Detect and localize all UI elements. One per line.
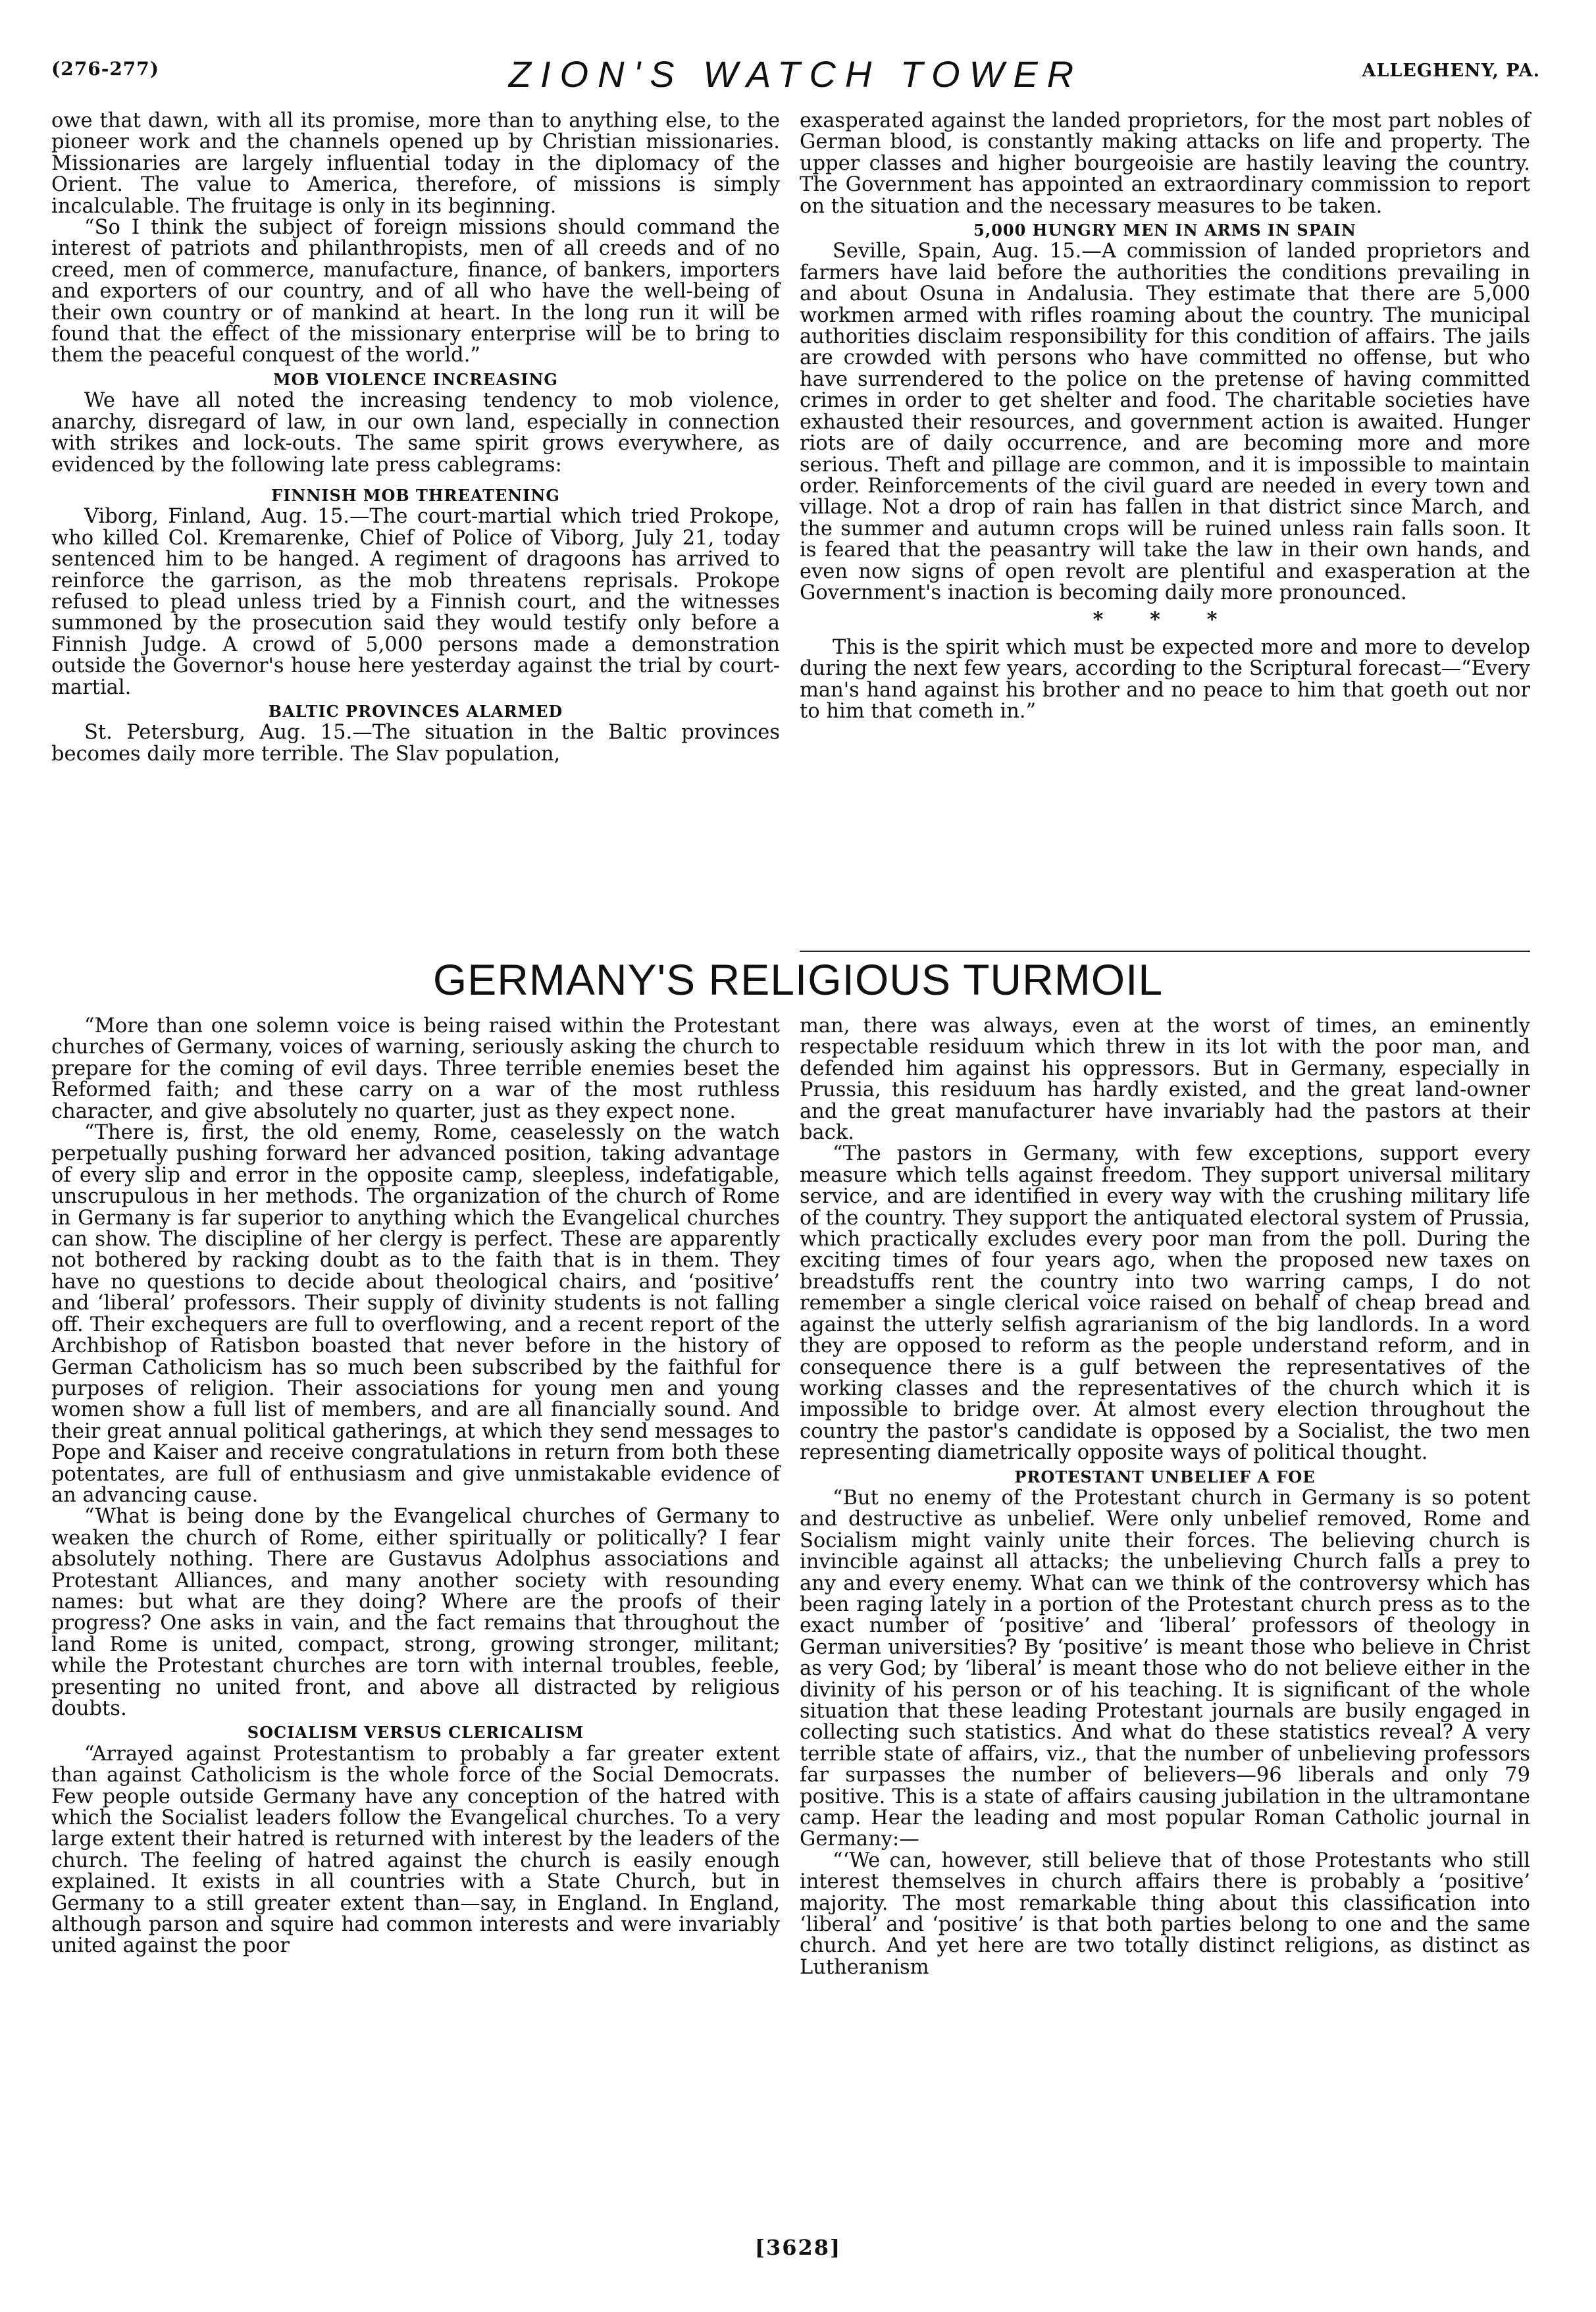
paragraph: “‘We can, however, still believe that of those Protestants who still interest themselves in church affairs there is probably a ‘positive’ majority. The most remarkable thing about this classification into ‘liberal’ and ‘positive’ is that both parties belong to one and the same church. And yet here are two totally distinct religions, as distinct as Lutheranism [800, 1849, 1530, 1979]
paragraph: “The pastors in Germany, with few exceptions, support every measure which tells against freedom. They support universal military service, and are identified in every way with the crushing military life of the country. They support the antiquated electoral system of Prussia, which practically excludes every poor man from the poll. During the exciting times of four years ago, when the proposed new taxes on breadstuffs rent the country into two warring camps, I do not remember a single clerical voice raised on behalf of cheap bread and against the utterly selfish agrarianism of the big landlords. In a word they are opposed to reform as the people understand reform, and in consequence there is a gulf between the representatives of the working classes and the representatives of the church which it is impossible to bridge over. At almost every election throughout the country the pastor's candidate is opposed by a Socialist, the two men representing diametrically opposite ways of political thought. [800, 1142, 1530, 1465]
section-heading: PROTESTANT UNBELIEF A FOE [1014, 1467, 1316, 1486]
publication-place: ALLEGHENY, PA. [1362, 61, 1540, 81]
paragraph: We have all noted the increasing tendency to mob violence, anarchy, disregard of law, in our own land, especially in connection with strikes and lock-outs. The same spirit grows everywhere, as evidenced by the following late press cablegrams: [51, 389, 780, 477]
paragraph: “So I think the subject of foreign missions should command the interest of patriots and philanthropists, men of all creeds and of no creed, men of commerce, manufacture, finance, of bankers, importers and exporters of our country, and of all who have the well-being of their own country or of mankind at heart. In the long run it will be found that the effect of the missionary enterprise will be to bring to them the peaceful conquest of the world.” [51, 216, 780, 367]
paragraph: “More than one solemn voice is being raised within the Protestant churches of Germany, voices of warning, seriously asking the church to prepare for the coming of evil days. Three terrible enemies beset the Reformed faith; and these carry on a war of the most ruthless character, and give absolutely no quarter, just as they expect none. [51, 1014, 780, 1123]
article-right-column [800, 1016, 1530, 1978]
paragraph: “There is, first, the old enemy, Rome, ceaselessly on the watch perpetually pushing forward her advanced position, taking advantage of every slip and error in the opposite camp, sleepless, indefatigable, unscrupulous in her methods. The organization of the church of Rome in Germany is far superior to anything which the Evangelical churches can show. The discipline of her clergy is perfect. These are apparently not bothered by racking doubt as to the faith that is in them. They have no questions to decide about theological chairs, and ‘positive’ and ‘liberal’ professors. Their supply of divinity students is not falling off. Their exchequers are full to overflowing, and a recent report of the Archbishop of Ratisbon boasted that never before in the history of German Catholicism has so much been subscribed by the faithful for purposes of religion. Their associations for young men and young women show a full list of members, and are all financially sound. And their great annual political gatherings, at which they send messages to Pope and Kaiser and receive congratulations in return from both these potentates, are full of enthusiasm and give unmistakable evidence of an advancing cause. [51, 1121, 780, 1507]
section-heading: SOCIALISM VERSUS CLERICALISM [247, 1723, 584, 1743]
paragraph: Seville, Spain, Aug. 15.—A commission of landed proprietors and farmers have laid before the authorities the conditions prevailing in and about Osuna in Andalusia. They estimate that there are 5,000 workmen armed with rifles roaming about the country. The municipal authorities disclaim responsibility for this condition of affairs. The jails are crowded with persons who have committed no offense, but who have surrendered to the police on the pretense of having committed crimes in order to get shelter and food. The charitable societies have exhausted their resources, and government action is awaited. Hunger riots are of daily occurrence, and are becoming more and more serious. Theft and pillage are common, and it is impossible to maintain order. Reinforcements of the civil guard are needed in every town and village. Not a drop of rain has fallen in that district since March, and the summer and autumn crops will be ruined unless rain falls soon. It is feared that the peasantry will take the law in their own hands, and even now signs of open revolt are plentiful and exasperation at the Government's inaction is becoming daily more pronounced. [800, 240, 1530, 604]
section-separator: * * * [1093, 608, 1237, 632]
paragraph: owe that dawn, with all its promise, more than to anything else, to the pioneer work and the channels opened up by Christian missionaries. Missionaries are largely influential today in the diplomacy of the Orient. The value to America, therefore, of missions is simply incalculable. The fruitage is only in its beginning. [51, 109, 780, 218]
article-title: GERMANY'S RELIGIOUS TURMOIL [432, 955, 1164, 1004]
section-heading: BALTIC PROVINCES ALARMED [268, 701, 563, 721]
running-head [51, 53, 1540, 99]
article-left-column [51, 1016, 780, 1957]
paragraph: “But no enemy of the Protestant church in Germany is so potent and destructive as unbelief. Were only unbelief removed, Rome and Socialism might vainly unite their forces. The believing church is invincible against all attacks; the unbelieving Church falls a prey to any and every enemy. What can we think of the controversy which has been raging lately in a portion of the Protestant church press as to the exact number of ‘positive’ and ‘liberal’ professors of theology in German universities? By ‘positive’ is meant those who believe in Christ as very God; by ‘liberal’ is meant those who do not believe either in the divinity of his person or of his teaching. It is significant of the whole situation that these leading Protestant journals are busily engaged in collecting such statistics. And what do these statistics reveal? A very terrible state of affairs, viz., that the number of unbelieving professors far surpasses the number of believers—96 liberals and only 79 positive. This is a state of affairs causing jubilation in the ultramontane camp. Hear the leading and most popular Roman Catholic journal in Germany:— [800, 1486, 1530, 1851]
paragraph: man, there was always, even at the worst of times, an eminently respectable residuum which threw in its lot with the poor man, and defended him against his oppressors. But in Germany, especially in Prussia, this residuum has hardly existed, and the great land-owner and the great manufacturer have invariably had the pastors at their back. [800, 1014, 1530, 1145]
upper-left-column [51, 111, 780, 765]
section-heading: 5,000 HUNGRY MEN IN ARMS IN SPAIN [973, 221, 1356, 240]
paragraph: This is the spirit which must be expected more and more to develop during the next few years, according to the Scriptural forecast—“Every man's hand against his brother and no peace to him that goeth out nor to him that cometh in.” [800, 635, 1530, 723]
page-reference: (276-277) [51, 58, 160, 80]
paragraph: St. Petersburg, Aug. 15.—The situation in the Baltic provinces becomes daily more terrible. The Slav population, [51, 721, 780, 766]
section-heading: MOB VIOLENCE INCREASING [273, 369, 558, 389]
paragraph: Viborg, Finland, Aug. 15.—The court-martial which tried Prokope, who killed Col. Kremarenke, Chief of Police of Viborg, July 21, today sentenced him to be hanged. A regiment of dragoons has arrived to reinforce the garrison, as the mob threatens reprisals. Prokope refused to plead unless tried by a Finnish court, and the witnesses summoned by the prosecution said they would testify only before a Finnish Judge. A crowd of 5,000 persons made a demonstration outside the Governor's house here yesterday against the trial by court-martial. [51, 505, 780, 699]
section-heading: FINNISH MOB THREATENING [271, 485, 560, 505]
journal-title: ZION'S WATCH TOWER [508, 53, 1083, 95]
column-rule [800, 951, 1530, 952]
page-number: [3628] [754, 2235, 842, 2260]
paragraph: exasperated against the landed proprietors, for the most part nobles of German blood, is constantly making attacks on life and property. The upper classes and higher bourgeoisie are hastily leaving the country. The Government has appointed an extraordinary commission to report on the situation and the necessary measures to be taken. [800, 109, 1530, 218]
paragraph: “What is being done by the Evangelical churches of Germany to weaken the church of Rome, either spiritually or politically? I fear absolutely nothing. There are Gustavus Adolphus associations and Protestant Alliances, and many another society with resounding names: but what are they doing? Where are the proofs of their progress? One asks in vain, and the fact remains that throughout the land Rome is united, compact, strong, growing stronger, militant; while the Protestant churches are torn with internal troubles, feeble, presenting no united front, and above all distracted by religious doubts. [51, 1505, 780, 1720]
paragraph: “Arrayed against Protestantism to probably a far greater extent than against Catholicism is the whole force of the Social Democrats. Few people outside Germany have any conception of the hatred with which the Socialist leaders follow the Evangelical churches. To a very large extent their hatred is returned with interest by the leaders of the church. The feeling of hatred against the church is easily enough explained. It exists in all countries with a State Church, but in Germany to a still greater extent than—say, in England. In England, although parson and squire had common interests and were invariably united against the poor [51, 1742, 780, 1958]
upper-right-column [800, 111, 1530, 722]
